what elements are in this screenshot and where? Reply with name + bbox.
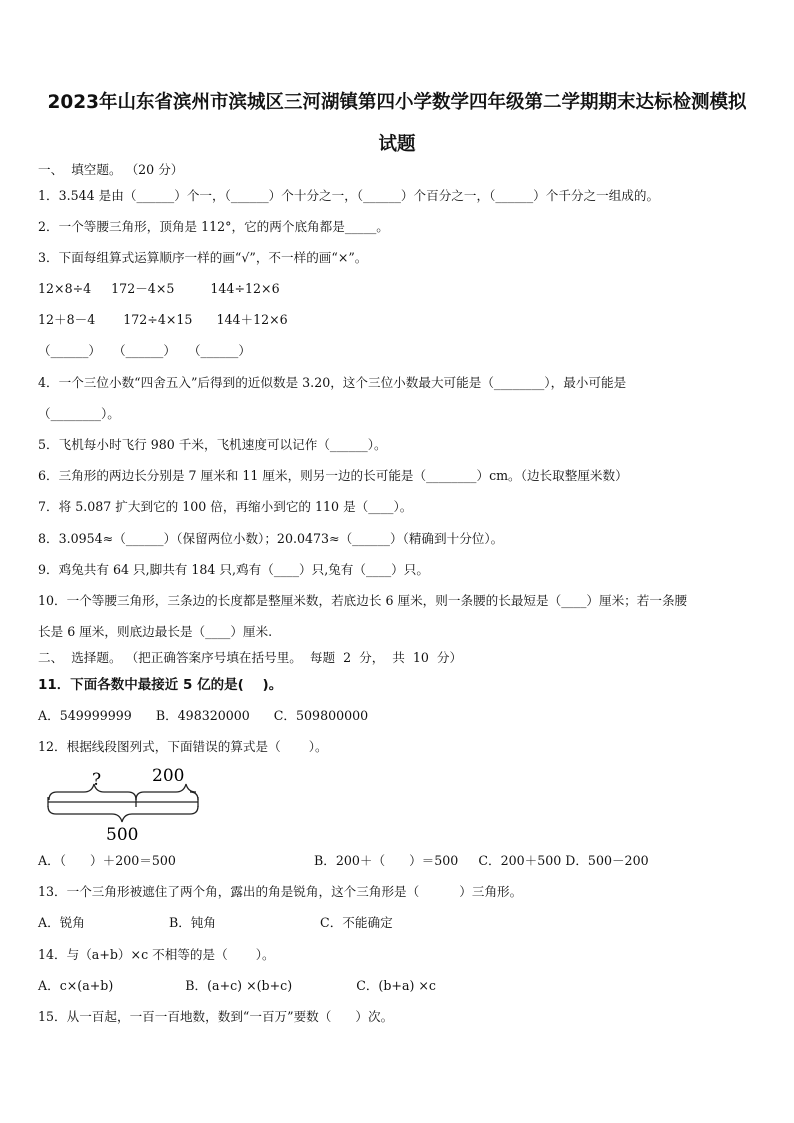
total-label: 500	[106, 825, 139, 845]
line-segment-diagram	[40, 762, 210, 846]
section-heading-choice: 二、 选择题。 （把正确答案序号填在括号里。 每题 2 分， 共 10 分）	[38, 650, 463, 665]
question-13: 13．一个三角形被遮住了两个角，露出的角是锐角，这个三角形是（ ）三角形。	[38, 884, 523, 899]
question-14: 14．与（a+b）×c 不相等的是（ ）。	[38, 947, 275, 962]
question-5: 5．飞机每小时飞行 980 千米，飞机速度可以记作（______）。	[38, 437, 387, 452]
question-14-options: A．c×(a+b) B．(a+c) ×(b+c) C．(b+a) ×c	[38, 978, 436, 993]
question-4-cont: （________）。	[38, 406, 120, 421]
question-12-option-a: A．（ ）＋200＝500	[38, 853, 176, 868]
question-4: 4．一个三位小数“四舍五入”后得到的近似数是 3.20，这个三位小数最大可能是（________），最小可能是	[38, 375, 627, 390]
section-heading-fill: 一、 填空题。 （20 分）	[38, 162, 184, 177]
unknown-label: ?	[92, 770, 102, 790]
question-15: 15．从一百起，一百一百地数，数到“一百万”要数（ ）次。	[38, 1009, 394, 1024]
question-8: 8．3.0954≈（______）（保留两位小数）；20.0473≈（______）（精确到十分位）。	[38, 531, 504, 546]
question-12: 12．根据线段图列式，下面错误的算式是（ ）。	[38, 739, 328, 754]
question-3-row-1: 12×8÷4 172－4×5 144÷12×6	[38, 281, 280, 296]
page-title-cont: 试题	[378, 134, 416, 155]
brace-unknown	[49, 784, 136, 800]
question-11: 11．下面各数中最接近 5 亿的是( )。	[38, 677, 283, 693]
question-10-cont: 长是 6 厘米，则底边最长是（____）厘米.	[38, 624, 273, 639]
question-3-row-2: 12＋8－4 172÷4×15 144＋12×6	[38, 312, 288, 327]
question-11-options: A．549999999 B．498320000 C．509800000	[38, 708, 369, 723]
question-2: 2．一个等腰三角形，顶角是 112°，它的两个底角都是_____。	[38, 219, 389, 234]
page-title: 2023年山东省滨州市滨城区三河湖镇第四小学数学四年级第二学期期末达标检测模拟	[47, 92, 747, 113]
brace-total	[48, 806, 198, 822]
question-6: 6．三角形的两边长分别是 7 厘米和 11 厘米，则另一边的长可能是（________）cm。（边长取整厘米数）	[38, 468, 628, 483]
question-12-options-bcd: B．200＋（ ）＝500 C．200＋500 D．500－200	[314, 853, 649, 868]
question-1: 1．3.544 是由（______）个一，（______）个十分之一，（______）个百分之一，（______）个千分之一组成的。	[38, 188, 660, 203]
part-label: 200	[152, 766, 185, 786]
brace-part	[136, 784, 198, 800]
question-9: 9．鸡兔共有 64 只,脚共有 184 只,鸡有（____）只,兔有（____）只。	[38, 562, 429, 577]
question-3: 3．下面每组算式运算顺序一样的画“√”，不一样的画“×”。	[38, 250, 368, 265]
question-7: 7．将 5.087 扩大到它的 100 倍，再缩小到它的 110 是（____）。	[38, 499, 413, 514]
question-10: 10．一个等腰三角形，三条边的长度都是整厘米数，若底边长 6 厘米，则一条腰的长最短是（____）厘米；若一条腰	[38, 593, 688, 608]
question-13-options: A．锐角 B．钝角 C．不能确定	[38, 915, 393, 930]
question-3-row-3: （______） （______） （______）	[38, 343, 251, 358]
